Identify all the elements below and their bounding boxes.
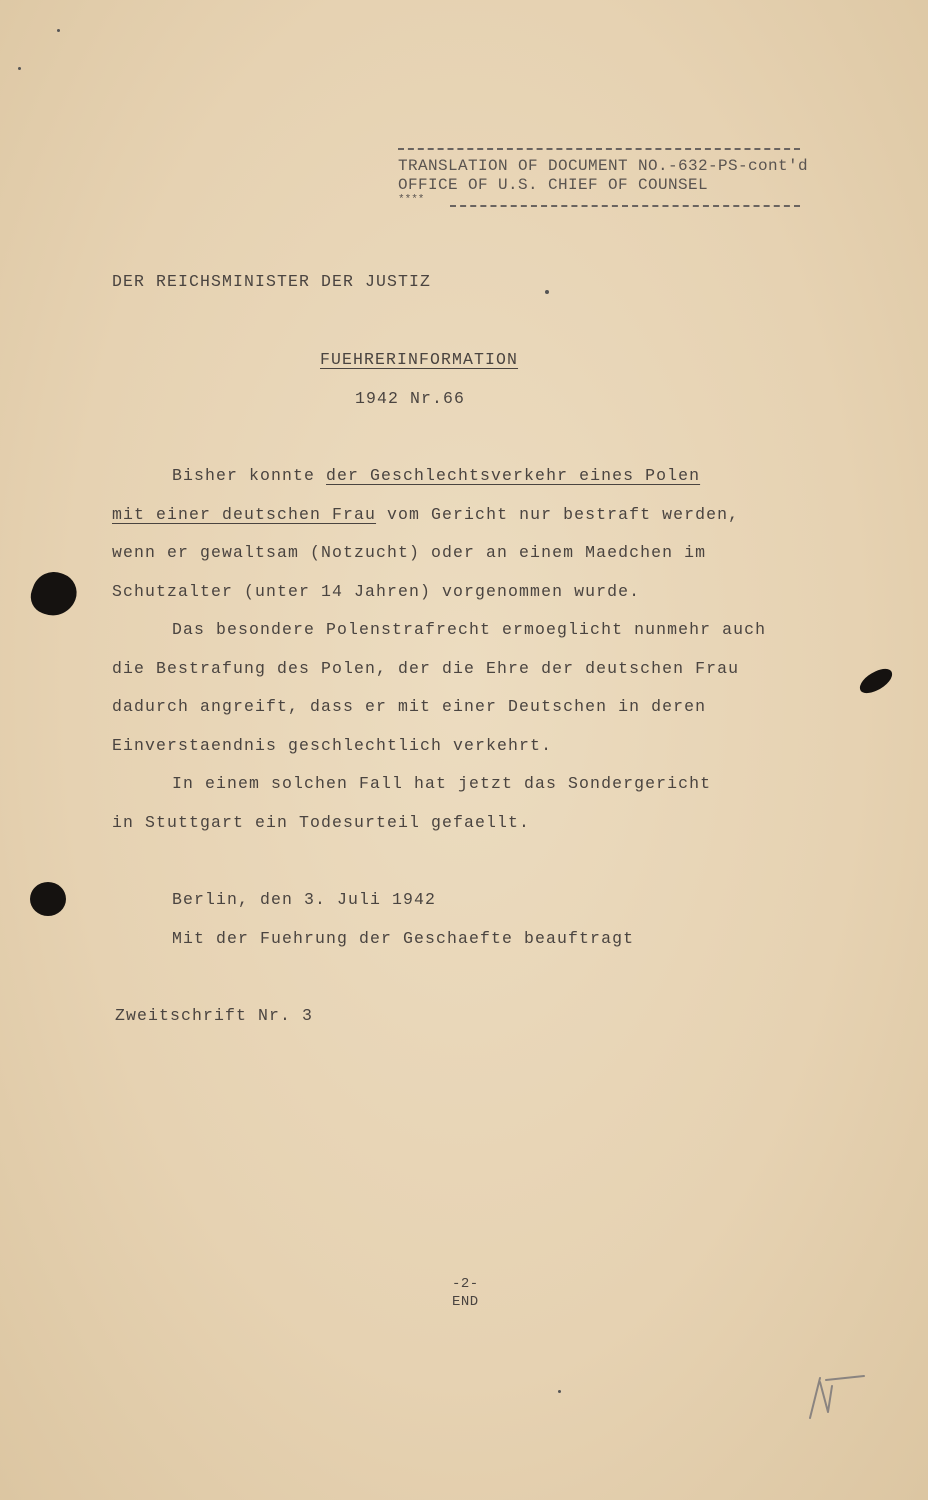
underlined-text: mit einer deutschen Frau <box>112 505 377 524</box>
handwritten-initials <box>806 1372 866 1424</box>
body-line: In einem solchen Fall hat jetzt das Sondergericht <box>172 774 712 793</box>
body-line: Einverstaendnis geschlechtlich verkehrt. <box>112 736 553 755</box>
document-number: 1942 Nr.66 <box>355 389 466 408</box>
header-bottom-rule <box>450 205 800 207</box>
ink-blot <box>856 665 896 697</box>
document-title: FUEHRERINFORMATION <box>320 350 519 369</box>
dust-speck <box>545 290 549 294</box>
page-number: -2- <box>452 1276 479 1292</box>
body-text: vom Gericht nur bestraft werden, <box>376 505 740 524</box>
office-header: OFFICE OF U.S. CHIEF OF COUNSEL <box>398 176 709 194</box>
body-line: dadurch angreift, dass er mit einer Deutschen in deren <box>112 697 707 716</box>
body-line: die Bestrafung des Polen, der die Ehre der deutschen Frau <box>112 659 740 678</box>
punch-hole-blot <box>30 882 66 916</box>
body-line: Schutzalter (unter 14 Jahren) vorgenommen wurde. <box>112 582 641 601</box>
sender-line: DER REICHSMINISTER DER JUSTIZ <box>112 272 432 291</box>
header-stars: **** <box>398 194 425 206</box>
dust-speck <box>558 1390 561 1393</box>
translation-header: TRANSLATION OF DOCUMENT NO.-632-PS-cont'd <box>398 157 809 175</box>
dust-speck <box>18 67 21 70</box>
header-top-rule <box>398 148 800 150</box>
body-line <box>172 466 700 485</box>
punch-hole-blot <box>26 566 82 622</box>
body-line <box>112 505 739 524</box>
body-text: Bisher konnte <box>172 466 327 485</box>
copy-note: Zweitschrift Nr. 3 <box>115 1006 314 1025</box>
body-line: Das besondere Polenstrafrecht ermoeglicht nunmehr auch <box>172 620 767 639</box>
signature-role: Mit der Fuehrung der Geschaefte beauftragt <box>172 929 635 948</box>
body-line: wenn er gewaltsam (Notzucht) oder an einem Maedchen im <box>112 543 707 562</box>
end-marker: END <box>452 1294 479 1310</box>
body-line: in Stuttgart ein Todesurteil gefaellt. <box>112 813 531 832</box>
dust-speck <box>57 29 60 32</box>
place-date: Berlin, den 3. Juli 1942 <box>172 890 437 909</box>
underlined-text: der Geschlechtsverkehr eines Polen <box>326 466 701 485</box>
